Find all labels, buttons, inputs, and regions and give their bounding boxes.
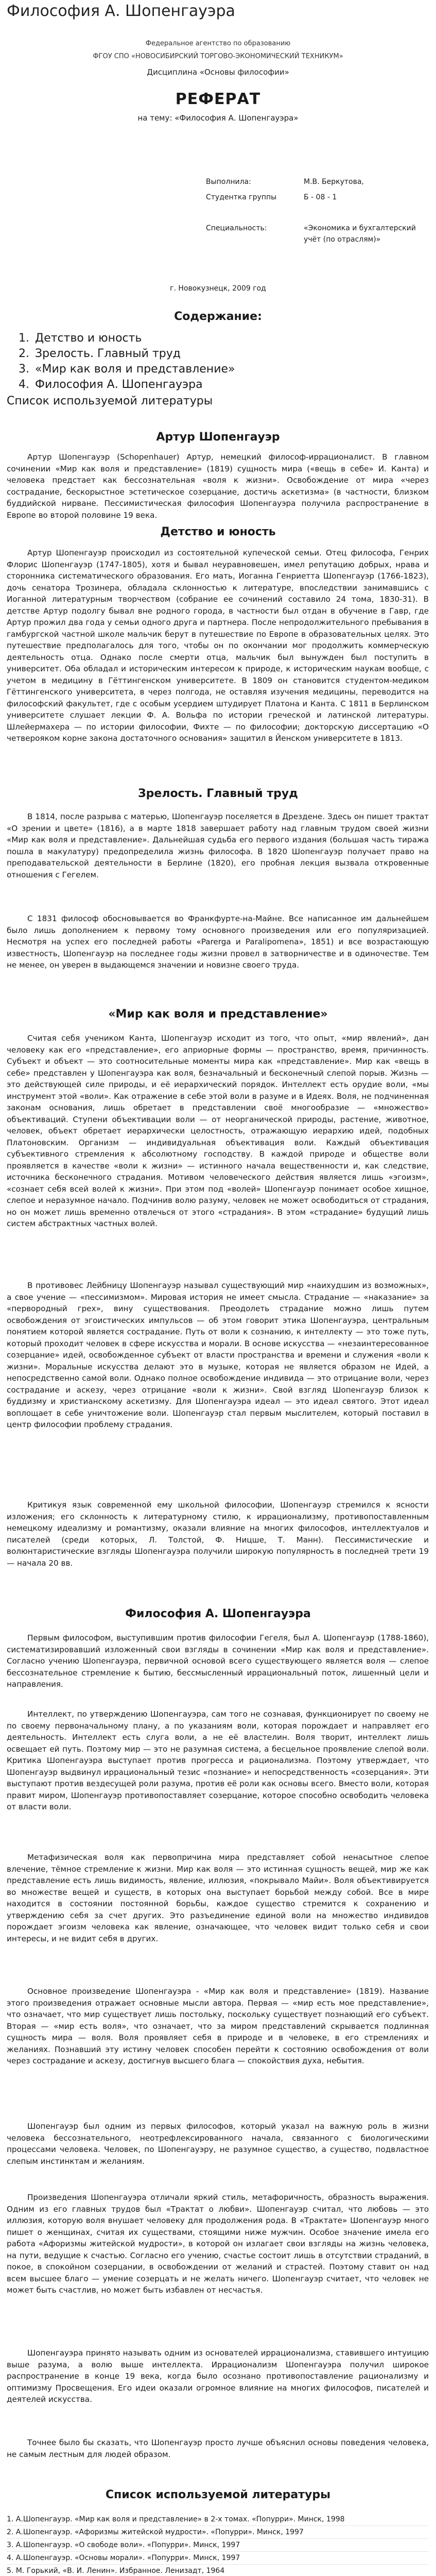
paragraph: В 1814, после разрыва с матерью, Шопенгауэр поселяется в Дрездене. Здесь он пишет трактат «О зрении и цвете» (1816), а в марте 1818 завершает работу над главным трудом своей жизни «Мир как воля и представление». Дальнейшая судьба его первого издания (большая часть тиража пошла в макулатуру) предопределила жизнь философа. В 1820 Шопенгауэр получает право на преподавательской деятельности в Берлине (1820), его пробная лекция вызвала откровенные отношения с Гегелем. [7, 812, 429, 879]
group-key: Студентка группы [206, 193, 277, 201]
title-page [0, 25, 436, 123]
author-key: Выполнила: [206, 178, 251, 186]
reference-item: 3. А.Шопенгауэр. «О свободе воли». «Попурри». Минск, 1997 [7, 2539, 429, 2552]
reference-item: 4. А.Шопенгауэр. «Основы морали». «Попурри». Минск, 1997 [7, 2552, 429, 2565]
paragraph: Основное произведение Шопенгауэра - «Мир как воля и представление» (1819). Название этого произведения отражает основные мысли автора. Первая — «мир есть мое представление», что означает, что мир существует лишь постольку, поскольку существует познающий его субъект. Вторая — «мир есть воля», что означает, что за миром представлений скрывается подлинная сущность мира — воля. Воля проявляет себя в природе и в человеке, в его стремлениях и желаниях. Познавший эту истину человек способен перейти к состоянию освобождения от воли через сострадание и аскезу, достигнув высшего блага — спокойствия духа, небытия. [7, 1987, 429, 2065]
chapter-heading: «Мир как воля и представление» [108, 1008, 328, 1021]
paragraph: Шопенгауэра принято называть одним из основателей иррационализма, ставившего интуицию выше разума, а волю выше интеллекта. Иррационализм Шопенгауэра получил широкое распространение в конце 19 века, когда было осознано противопоставление рационализму и оптимизму Просвещения. Его идеи оказали огромное влияние на многих философов, писателей и деятелей искусства. [7, 2348, 429, 2404]
toc-item[interactable]: 2. Зрелость. Главный труд [33, 346, 235, 362]
toc-item[interactable]: 3. «Мир как воля и представление» [33, 362, 235, 377]
reference-item: 5. М. Горький, «В. И. Ленин». Избранное. Ленизадт, 1964 [7, 2565, 429, 2576]
ministry-line: Федеральное агентство по образованию [145, 40, 291, 47]
reference-item: 1. А.Шопенгауэр. «Мир как воля и представление» в 2-х томах. «Попурри». Минск, 1998 [7, 2513, 429, 2526]
paragraph: Критикуя язык современной ему школьной философии, Шопенгауэр стремился к ясности изложения; его склонность к литературному стилю, к иррационализму, противопоставленным немецкому идеализму и романтизму, оказали влияние на многих философов, интеллектуалов и писателей (среди которых, Л. Толстой, Ф. Ницше, Т. Манн). Пессимистические и волюнтаристические взгляды Шопенгауэра получили широкую популярность в последней трети 19 — начала 20 вв. [7, 1500, 429, 1568]
city-year: г. Новокузнецк, 2009 год [170, 284, 266, 293]
specialty-value-2: учёт (по отраслям)» [304, 235, 381, 244]
university-line: ФГОУ СПО «НОВОСИБИРСКИЙ ТОРГОВО-ЭКОНОМИЧЕСКИЙ ТЕХНИКУМ» [93, 53, 343, 60]
paragraph: Интеллект, по утверждению Шопенгауэра, сам того не сознавая, функционирует по своему не по своему первоначальному плану, а по указаниям воли, которая порождает и направляет его деятельность. Интеллект есть слуга воли, а не её властелин. Воля творит, интеллект лишь освещает ей путь. Поэтому мир — это не разумная система, а бесцельное проявление слепой воли. Критика Шопенгауэра выступает против прогресса и рационализма. Поэтому утверждает, что Шопенгауэр выдвинул иррациональный тезис «познание» и непосредственность «созерцания». Эти выступают против вездесущей роли разума, против её роли как основы всего. Вместо воли, которая правит миром, Шопенгауэр противопоставляет созерцание, которое способно освободить человека от власти воли. [7, 1709, 429, 1811]
referat-heading: РЕФЕРАТ [175, 90, 261, 108]
toc-heading: Содержание: [174, 310, 262, 323]
paragraph: Шопенгауэр был одним из первых философов, который указал на важную роль в жизни человека бессознательного, неотрефлексированного начала, связанного с биологическими процессами человека. Человек, по Шопенгауэру, не разумное существо, а существо, подвластное слепым инстинктам и желаниям. [7, 2122, 429, 2166]
toc-extra-item[interactable]: Список используемой литературы [7, 395, 213, 408]
references-heading: Список используемой литературы [105, 2488, 331, 2501]
specialty-value: «Экономика и бухгалтерский [304, 224, 416, 232]
chapter-heading: Детство и юность [160, 526, 276, 538]
paragraph: С 1831 философ обосновывается во Франкфурте-на-Майне. Все написанное им дальнейшем было лишь дополнением к первому тому основного произведения или его популяризацией. Несмотря на успех его последней работы «Parerga и Paralipomena», 1851) и все возрастающую известность, Шопенгауэр на последнее годы жизни провел в затворничестве и в одиночестве. Тем не менее, он уверен в выдающемся значении и новизне своего труда. [7, 914, 429, 970]
paragraph: Артур Шопенгауэр (Schopenhauer) Артур, немецкий философ-иррационалист. В главном сочинении «Мир как воля и представление» (1819) сущность мира («вещь в себе» И. Канта) и человека предстает как бессознательная «воля к жизни». Освобождение от мира «через сострадание, бескорыстное эстетическое созерцание, достичь аскетизма» (в частности, близком буддийской нирване. Пессимистическая философия Шопенгауэра получила распространение в Европе во второй половине 19 века. [7, 452, 429, 520]
topic-line: на тему: «Философия А. Шопенгауэра» [137, 113, 299, 123]
chapter-heading: Философия А. Шопенгауэра [125, 1607, 311, 1620]
toc-list [16, 331, 235, 393]
author-info [206, 176, 364, 203]
paragraph: Артур Шопенгауэр происходил из состоятельной купеческой семьи. Отец философа, Генрих Флорис Шопенгауэр (1747-1805), хотя и бывал неуравновешен, имел репутацию добрых, нрава и сторонника систематического образования. Его мать, Иоганна Генриетта Шопенгауэр (1766-1823), дочь сенатора Трозинера, обладала склонностью к литературе, впоследствии занимавшись с Иоганной литературным творчеством (собрание ее сочинений составило 24 тома, 1830-31). В детстве Артур подолгу бывал вне родного города, в частности был отдан в обучение в Гавр, где Артур прожил два года у семьи одного друга и партнера. После непродолжительного пребывания в гамбургской частной школе мальчик берут в путешествие по Европе в образовательных целях. Это путешествие предполагалось для того, чтобы он по окончании мог продолжить коммерческую деятельность отца. Однако после смерти отца, мальчик был вынужден был поступить в университет. Оба обладал и историческим интересом к природе, к историческим наукам вообще, с учетом в медицину в Гёттингенском университете. В 1809 он становится студентом-медиком Гёттингенского университета, в через полгода, не оставляя изучения медицины, переводится на философский факультет, где с особым усердием штудирует Платона и Канта. С 1811 в Берлинском университете слушает лекции Ф. А. Вольфа по истории греческой и латинской литературы. Шлейермахера — по истории философии, Фихте — по философии; докторскую диссертацию «О четверояком корне закона достаточного основания» защитил в Йенском университете в 1813. [7, 548, 429, 743]
reference-item: 2. А.Шопенгауэр. «Афоризмы житейской мудрости». «Попурри». Минск, 1997 [7, 2526, 429, 2539]
paragraph: Считая себя учеником Канта, Шопенгауэр исходит из того, что опыт, «мир явлений», дан человеку как его «представление», его априорные формы — пространство, время, причинность. Субъект и объект — это соотносительные моменты мира как «представление». Мир как «вещь в себе» представлен у Шопенгауэра как воля, безначальный и бесконечный слепой порыв. Жизнь — это действующей силе природы, и её иерархический порядок. Интеллект есть орудие воли, «мы инструмент этой «воли». Как отражение в себе этой воли в разуме и в Идеях. Воля, не подчиненная законам основания, лишь обретает в представлении своё многообразие — «множество» объективаций. Ступени объективации воли — от неорганической природы, растение, животное, человек, объект обретает иерархически целостность, отражающую иерархию идей, подобных Платоновским. Организм — индивидуальная объективация воли. Каждый объективация субъективного стремления к абсолютному господству. В каждой природе и обществе воли проявляется в качестве «воли к жизни» — истинного начала вещественности и, как следствие, источника бесконечного страдания. Мотивом человеческого действия является лишь «эгоизм», «сознает себя всей волей к жизни». При этом под «волей» Шопенгауэр понимает особое хищное, слепое и неразумное начало. Подчинив волю разуму, человек не может освободиться от страдания, но он может лишь временно отвлечься от этого «страдания». В этом «страдание» будущий лишь систем абстрактных частных волей. [7, 1033, 429, 1228]
toc-item[interactable]: 4. Философия А. Шопенгауэра [33, 377, 235, 393]
specialty-key: Специальность: [206, 224, 267, 232]
paragraph: Произведения Шопенгауэра отличали яркий стиль, метафоричность, образность выражения. Одним из его главных трудов был «Трактат о любви». Шопенгауэр считал, что любовь — это иллюзия, которую воля внушает человеку для продолжения рода. В «Трактате» Шопенгауэр много пишет о женщинах, считая их существами, стоящими ниже мужчин. Особое значение имела его работа «Афоризмы житейской мудрости», в которой он излагает свои взгляды на жизнь человека, на пути, ведущие к счастью. Согласно его учению, счастье состоит лишь в отсутствии страданий, в покое, в спокойном созерцании, в освобождении от желаний и страстей. Поэтому ставит он над всем высшее благо — умение созерцать и не желать ничего. Шопенгауэр считает, что человек не может быть счастлив, но может быть избавлен от несчастья. [7, 2193, 429, 2295]
paragraph: В противовес Лейбницу Шопенгауэр называл существующий мир «наихудшим из возможных», а свое учение — «пессимизмом». Мировая история не имеет смысла. Страдание — «наказание» за «первородный грех», вину существования. Преодолеть страдание можно лишь путем освобождения от эгоистических импульсов — об этом говорит этика Шопенгауэра, центральным понятием которой является сострадание. Путь от воли к сознанию, к интеллекту — это тоже путь, который проходит человек в сфере искусства и морали. В основе искусства — «незаинтересованное созерцание» идей, освобожденное субъект от власти пространства и времени и служения «воли к жизни». Моральные искусства делают это в музыке, которая не является образом не Идей, а непосредственно самой воли. Однако полное освобождение индивида — это отрицание воли, через сострадание и аскезу, через отрицание «воли к жизни». Свой взгляд Шопенгауэр близок к буддизму и христианскому аскетизму. Для Шопенгауэра идеал — это идеал святого. Этот идеал воплощает в себе уничтожение воли. Шопенгауэр стал первым мыслителем, который поставил в центр философии проблему страдания. [7, 1281, 429, 1429]
group-value: Б - 08 - 1 [304, 193, 337, 201]
chapter-heading: Артур Шопенгауэр [156, 431, 280, 444]
discipline-line: Дисциплина «Основы философии» [147, 67, 289, 77]
toc-item[interactable]: 1. Детство и юность [33, 331, 235, 346]
page-title: Философия А. Шопенгауэра [7, 2, 235, 20]
references-list [7, 2513, 429, 2576]
paragraph: Точнее было бы сказать, что Шопенгауэр просто лучше объяснил основы поведения человека, не самым лестным для людей образом. [7, 2438, 429, 2459]
chapter-heading: Зрелость. Главный труд [138, 787, 298, 800]
specialty-info [206, 223, 416, 245]
paragraph: Первым философом, выступившим против философии Гегеля, был А. Шопенгауэр (1788-1860), систематизировавший изложенный свои взгляды в сочинении «Мир как воля и представление». Согласно учению Шопенгауэра, первичной основой всего существующего является воля — слепое бессознательное стремление к бытию, бессмысленный иррациональный поток, лишенный цели и направления. [7, 1633, 429, 1689]
author-value: М.В. Беркутова, [304, 178, 364, 186]
paragraph: Метафизическая воля как первопричина мира представляет собой ненасытное слепое влечение, тёмное стремление к жизни. Мир как воля — это истинная сущность вещей, мир же как представление есть лишь видимость, явление, иллюзия, «покрывало Майи». Воля объективируется во множестве вещей и существ, в которых она выступает борьбой между собой. Все в мире находится в состоянии постоянной борьбы, каждое существо стремится к сохранению и утверждению себя за счет других. Это разъединение единой воли на множество индивидов порождает эгоизм человека как явление, означающее, что человек видит только себя и свои интересы, и не видит себя в других. [7, 1853, 429, 1943]
